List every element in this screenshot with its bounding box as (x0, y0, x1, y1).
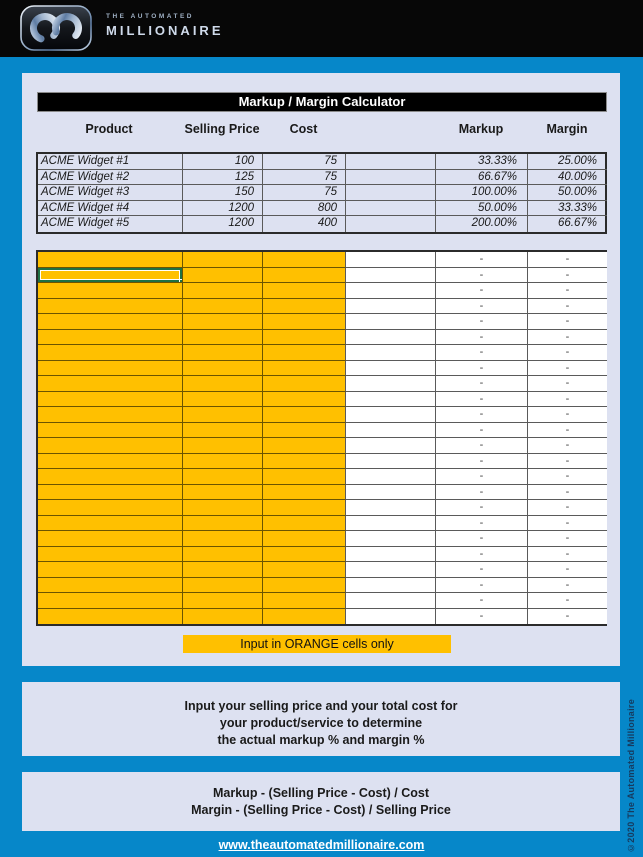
input-cell-selling_price[interactable] (183, 361, 263, 377)
example-cell-product[interactable]: ACME Widget #3 (38, 185, 183, 201)
input-cell-selling_price[interactable] (183, 376, 263, 392)
calculator-panel (22, 73, 620, 666)
table-row (38, 454, 605, 470)
table-row (38, 185, 605, 201)
input-spacer-cell (346, 330, 436, 346)
input-cell-markup[interactable]: - (436, 314, 528, 330)
brand-top-text: THE AUTOMATED (106, 13, 194, 20)
input-cell-selling_price[interactable] (183, 345, 263, 361)
column-header-spacer (345, 122, 435, 136)
input-cell-margin[interactable]: - (528, 407, 607, 423)
input-cell-cost[interactable] (263, 314, 346, 330)
table-row (38, 392, 605, 408)
input-cell-margin[interactable]: - (528, 609, 607, 625)
formula-line-markup: Markup - (Selling Price - Cost) / Cost (213, 786, 429, 800)
input-table (36, 250, 607, 626)
input-cell-product[interactable] (38, 454, 183, 470)
input-cell-markup[interactable]: - (436, 609, 528, 625)
table-row (38, 314, 605, 330)
input-spacer-cell (346, 299, 436, 315)
input-cell-markup[interactable]: - (436, 562, 528, 578)
example-cell-selling_price[interactable]: 1200 (183, 216, 263, 232)
input-cell-product[interactable] (38, 438, 183, 454)
input-cell-cost[interactable] (263, 469, 346, 485)
table-row (38, 531, 605, 547)
input-cell-selling_price[interactable] (183, 392, 263, 408)
input-cell-cost[interactable] (263, 376, 346, 392)
input-cell-markup[interactable]: - (436, 330, 528, 346)
example-cell-margin[interactable]: 25.00% (528, 154, 607, 170)
input-cell-product[interactable] (38, 469, 183, 485)
input-cell-cost[interactable] (263, 531, 346, 547)
input-cell-markup[interactable]: - (436, 299, 528, 315)
input-cell-markup[interactable]: - (436, 485, 528, 501)
column-header-selling-price: Selling Price (184, 122, 260, 136)
input-cell-margin[interactable]: - (528, 485, 607, 501)
input-cell-markup[interactable]: - (436, 345, 528, 361)
input-spacer-cell (346, 469, 436, 485)
example-cell-cost[interactable]: 400 (263, 216, 346, 232)
input-spacer-cell (346, 531, 436, 547)
input-cell-margin[interactable]: - (528, 283, 607, 299)
input-spacer-cell (346, 547, 436, 563)
input-cell-selling_price[interactable] (183, 593, 263, 609)
input-cell-cost[interactable] (263, 547, 346, 563)
input-cell-markup[interactable]: - (436, 500, 528, 516)
table-row (38, 376, 605, 392)
input-cell-selling_price[interactable] (183, 562, 263, 578)
input-cell-product[interactable] (38, 578, 183, 594)
input-cell-margin[interactable]: - (528, 423, 607, 439)
example-cell-product[interactable]: ACME Widget #2 (38, 170, 183, 186)
input-cell-selling_price[interactable] (183, 438, 263, 454)
input-cell-product[interactable] (38, 593, 183, 609)
input-cell-product[interactable] (38, 547, 183, 563)
table-row (38, 609, 605, 625)
input-spacer-cell (346, 609, 436, 625)
input-spacer-cell (346, 500, 436, 516)
example-cell-selling_price[interactable]: 150 (183, 185, 263, 201)
example-cell-product[interactable]: ACME Widget #1 (38, 154, 183, 170)
example-cell-product[interactable]: ACME Widget #5 (38, 216, 183, 232)
input-spacer-cell (346, 345, 436, 361)
example-cell-cost[interactable]: 800 (263, 201, 346, 217)
input-cell-selling_price[interactable] (183, 330, 263, 346)
example-cell-markup[interactable]: 100.00% (436, 185, 528, 201)
input-cell-markup[interactable]: - (436, 407, 528, 423)
table-row (38, 593, 605, 609)
table-row (38, 216, 605, 232)
input-spacer-cell (346, 314, 436, 330)
input-cell-selling_price[interactable] (183, 299, 263, 315)
example-cell-markup[interactable]: 50.00% (436, 201, 528, 217)
instructions-panel (22, 682, 620, 756)
table-row (38, 252, 605, 268)
input-spacer-cell (346, 516, 436, 532)
input-cell-product[interactable] (38, 423, 183, 439)
input-cell-markup[interactable]: - (436, 469, 528, 485)
brand-bottom-text: MILLIONAIRE (106, 23, 224, 38)
input-cell-margin[interactable]: - (528, 330, 607, 346)
input-cell-selling_price[interactable] (183, 407, 263, 423)
input-cell-markup[interactable]: - (436, 423, 528, 439)
table-row (38, 154, 605, 170)
column-header-margin: Margin (546, 122, 588, 136)
example-cell-selling_price[interactable]: 100 (183, 154, 263, 170)
example-spacer-cell (346, 201, 436, 217)
input-cell-selling_price[interactable] (183, 283, 263, 299)
table-row (38, 485, 605, 501)
input-cell-markup[interactable]: - (436, 547, 528, 563)
example-cell-cost[interactable]: 75 (263, 185, 346, 201)
input-cell-margin[interactable]: - (528, 578, 607, 594)
table-row (38, 201, 605, 217)
input-cell-selling_price[interactable] (183, 454, 263, 470)
example-spacer-cell (346, 185, 436, 201)
input-cell-margin[interactable]: - (528, 345, 607, 361)
example-cell-markup[interactable]: 66.67% (436, 170, 528, 186)
input-cell-margin[interactable]: - (528, 500, 607, 516)
input-cell-selling_price[interactable] (183, 423, 263, 439)
input-cell-product[interactable] (38, 485, 183, 501)
website-link[interactable]: www.theautomatedmillionaire.com (218, 838, 425, 852)
input-cell-selling_price[interactable] (183, 268, 263, 284)
table-row (38, 438, 605, 454)
column-header-markup: Markup (458, 122, 504, 136)
input-cell-margin[interactable]: - (528, 516, 607, 532)
input-cell-margin[interactable]: - (528, 314, 607, 330)
brand-wordmark (106, 13, 224, 38)
input-cell-markup[interactable]: - (436, 516, 528, 532)
example-table (36, 152, 607, 234)
input-cell-markup[interactable]: - (436, 283, 528, 299)
input-cell-cost[interactable] (263, 330, 346, 346)
example-cell-cost[interactable]: 75 (263, 170, 346, 186)
input-cell-product[interactable] (38, 361, 183, 377)
orange-cells-note: Input in ORANGE cells only (183, 635, 451, 653)
input-cell-markup[interactable]: - (436, 376, 528, 392)
input-cell-margin[interactable]: - (528, 438, 607, 454)
table-row (38, 500, 605, 516)
input-cell-cost[interactable] (263, 423, 346, 439)
input-cell-markup[interactable]: - (436, 531, 528, 547)
table-row (38, 283, 605, 299)
table-row (38, 299, 605, 315)
example-spacer-cell (346, 154, 436, 170)
input-spacer-cell (346, 485, 436, 501)
example-spacer-cell (346, 170, 436, 186)
input-cell-cost[interactable] (263, 299, 346, 315)
input-spacer-cell (346, 376, 436, 392)
input-cell-margin[interactable]: - (528, 562, 607, 578)
input-cell-product[interactable] (38, 531, 183, 547)
column-header-row (36, 122, 607, 136)
example-spacer-cell (346, 216, 436, 232)
input-spacer-cell (346, 562, 436, 578)
table-row (38, 170, 605, 186)
input-cell-margin[interactable]: - (528, 376, 607, 392)
example-cell-markup[interactable]: 200.00% (436, 216, 528, 232)
input-cell-cost[interactable] (263, 345, 346, 361)
input-cell-markup[interactable]: - (436, 252, 528, 268)
brand-header (0, 0, 643, 57)
input-cell-product[interactable] (38, 562, 183, 578)
input-cell-markup[interactable]: - (436, 578, 528, 594)
table-row (38, 423, 605, 439)
input-cell-product[interactable] (38, 330, 183, 346)
input-cell-margin[interactable]: - (528, 454, 607, 470)
input-spacer-cell (346, 392, 436, 408)
input-cell-margin[interactable]: - (528, 268, 607, 284)
input-cell-cost[interactable] (263, 516, 346, 532)
input-cell-product[interactable] (38, 314, 183, 330)
table-row (38, 407, 605, 423)
input-cell-product[interactable] (38, 407, 183, 423)
example-cell-selling_price[interactable]: 125 (183, 170, 263, 186)
input-cell-product[interactable] (38, 299, 183, 315)
input-cell-margin[interactable]: - (528, 252, 607, 268)
input-cell-product[interactable] (38, 376, 183, 392)
input-spacer-cell (346, 283, 436, 299)
selection-fill-handle[interactable] (179, 279, 183, 283)
input-cell-selling_price[interactable] (183, 500, 263, 516)
input-cell-selling_price[interactable] (183, 547, 263, 563)
input-cell-cost[interactable] (263, 438, 346, 454)
example-cell-selling_price[interactable]: 1200 (183, 201, 263, 217)
input-cell-cost[interactable] (263, 392, 346, 408)
input-cell-margin[interactable]: - (528, 361, 607, 377)
input-cell-cost[interactable] (263, 500, 346, 516)
input-cell-cost[interactable] (263, 578, 346, 594)
input-cell-cost[interactable] (263, 454, 346, 470)
input-cell-selling_price[interactable] (183, 578, 263, 594)
input-cell-cost[interactable] (263, 485, 346, 501)
input-cell-product[interactable] (38, 252, 183, 268)
input-cell-margin[interactable]: - (528, 593, 607, 609)
input-cell-margin[interactable]: - (528, 469, 607, 485)
input-cell-product[interactable] (38, 609, 183, 625)
table-row (38, 268, 605, 284)
input-spacer-cell (346, 268, 436, 284)
input-cell-cost[interactable] (263, 407, 346, 423)
brand-logo-icon (20, 5, 92, 51)
table-row (38, 562, 605, 578)
input-cell-cost[interactable] (263, 283, 346, 299)
example-cell-cost[interactable]: 75 (263, 154, 346, 170)
input-spacer-cell (346, 407, 436, 423)
input-cell-selling_price[interactable] (183, 469, 263, 485)
instructions-line: your product/service to determine (219, 716, 423, 730)
input-cell-cost[interactable] (263, 361, 346, 377)
input-cell-selling_price[interactable] (183, 609, 263, 625)
input-cell-selling_price[interactable] (183, 531, 263, 547)
selected-input-cell-product[interactable] (38, 268, 183, 284)
table-row (38, 361, 605, 377)
calculator-title: Markup / Margin Calculator (37, 92, 607, 112)
input-cell-product[interactable] (38, 500, 183, 516)
table-row (38, 330, 605, 346)
input-spacer-cell (346, 438, 436, 454)
example-cell-margin[interactable]: 33.33% (528, 201, 607, 217)
input-cell-cost[interactable] (263, 252, 346, 268)
input-cell-markup[interactable]: - (436, 438, 528, 454)
input-spacer-cell (346, 593, 436, 609)
copyright-text: ©2020 The Automated Millionaire (626, 699, 636, 853)
table-row (38, 516, 605, 532)
input-cell-margin[interactable]: - (528, 299, 607, 315)
formulas-panel (22, 772, 620, 831)
input-cell-selling_price[interactable] (183, 516, 263, 532)
column-header-product: Product (85, 122, 133, 136)
column-header-cost: Cost (289, 122, 318, 136)
example-cell-product[interactable]: ACME Widget #4 (38, 201, 183, 217)
table-row (38, 345, 605, 361)
instructions-line: the actual markup % and margin % (217, 733, 425, 747)
input-cell-cost[interactable] (263, 562, 346, 578)
input-cell-product[interactable] (38, 516, 183, 532)
example-cell-margin[interactable]: 40.00% (528, 170, 607, 186)
input-cell-markup[interactable]: - (436, 361, 528, 377)
input-cell-margin[interactable]: - (528, 531, 607, 547)
input-spacer-cell (346, 252, 436, 268)
table-row (38, 578, 605, 594)
example-cell-margin[interactable]: 50.00% (528, 185, 607, 201)
input-cell-selling_price[interactable] (183, 485, 263, 501)
footer-link-wrap (0, 836, 643, 854)
table-row (38, 547, 605, 563)
instructions-line: Input your selling price and your total cost for (184, 699, 458, 713)
input-cell-product[interactable] (38, 345, 183, 361)
input-cell-cost[interactable] (263, 268, 346, 284)
example-cell-markup[interactable]: 33.33% (436, 154, 528, 170)
example-cell-margin[interactable]: 66.67% (557, 217, 597, 230)
input-spacer-cell (346, 423, 436, 439)
input-cell-selling_price[interactable] (183, 314, 263, 330)
input-cell-selling_price[interactable] (183, 252, 263, 268)
input-cell-margin[interactable]: - (528, 547, 607, 563)
input-cell-markup[interactable]: - (436, 392, 528, 408)
input-cell-markup[interactable]: - (436, 454, 528, 470)
input-cell-markup[interactable]: - (436, 268, 528, 284)
input-spacer-cell (346, 361, 436, 377)
input-cell-margin[interactable]: - (528, 392, 607, 408)
input-cell-cost[interactable] (263, 609, 346, 625)
input-spacer-cell (346, 578, 436, 594)
formula-line-margin: Margin - (Selling Price - Cost) / Selling Price (191, 803, 451, 817)
input-cell-cost[interactable] (263, 593, 346, 609)
input-cell-product[interactable] (38, 392, 183, 408)
table-row (38, 469, 605, 485)
input-cell-markup[interactable]: - (436, 593, 528, 609)
input-spacer-cell (346, 454, 436, 470)
input-cell-product[interactable] (38, 283, 183, 299)
